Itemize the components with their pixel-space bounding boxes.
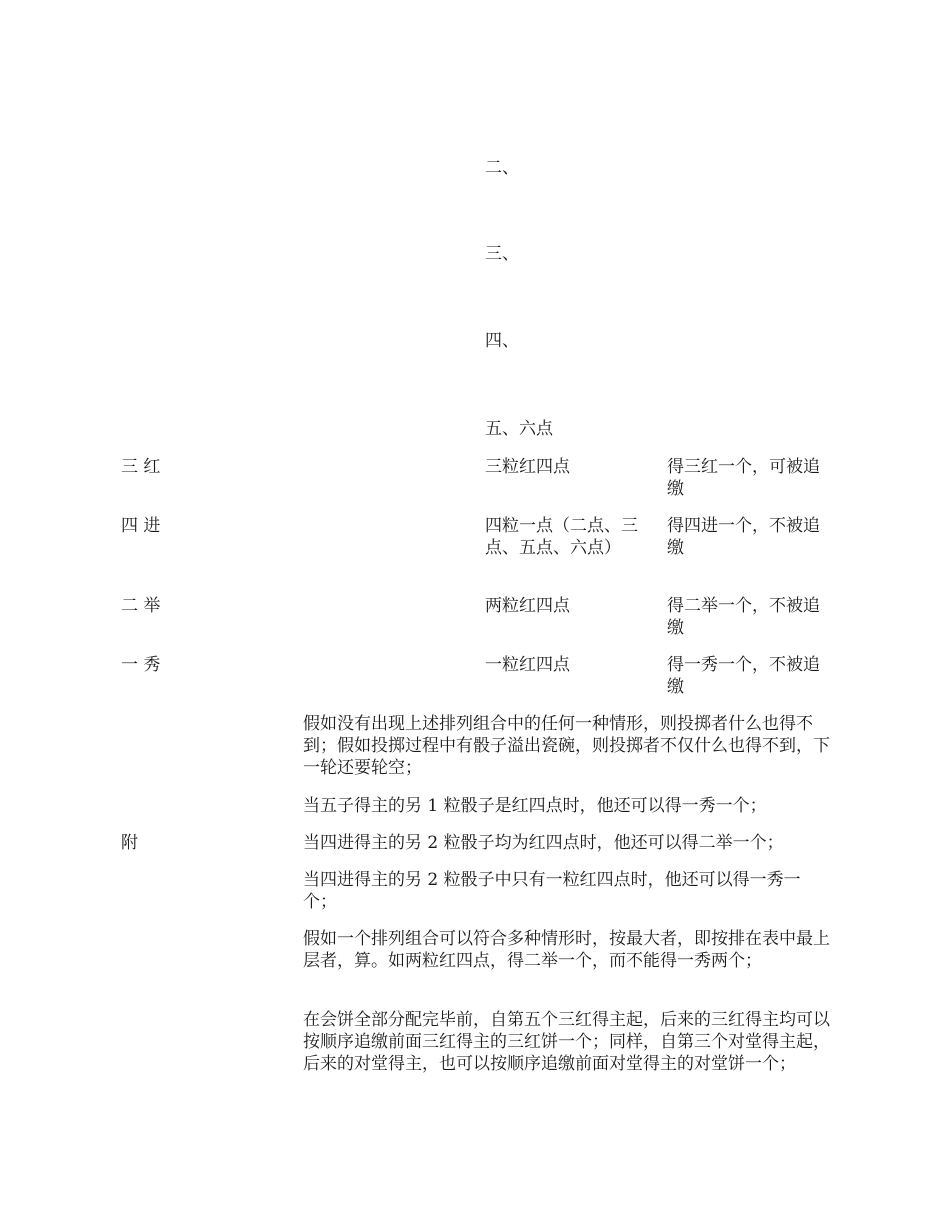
row-result-yixiu: 得一秀一个，不被追缴: [667, 655, 820, 697]
note-paragraph: 在会饼全部分配完毕前，自第五个三红得主起，后来的三红得主均可以按顺序追缴前面三红得主的三红饼一个；同样，自第三个对堂得主起，后来的对堂得主，也可以按顺序追缴前面对堂得主的对堂饼一个；: [303, 1010, 830, 1074]
item-number-3: 三、: [485, 244, 519, 264]
row-name-yixiu: 一 秀: [121, 655, 161, 675]
note-paragraph: 当五子得主的另 1 粒骰子是红四点时，他还可以得一秀一个；: [303, 796, 767, 816]
note-paragraph: 假如没有出现上述排列组合中的任何一种情形，则投掷者什么也得不到；假如投掷过程中有骰子溢出瓷碗，则投掷者不仅什么也得不到，下一轮还要轮空；: [303, 714, 830, 778]
appendix-label: 附: [121, 833, 138, 853]
row-result-sijin: 得四进一个，不被追缴: [667, 516, 820, 558]
row-condition-sijin: 四粒一点（二点、三点、五点、六点）: [485, 516, 638, 558]
row-condition-erju: 两粒红四点: [485, 596, 570, 616]
note-paragraph: 当四进得主的另 2 粒骰子中只有一粒红四点时，他还可以得一秀一个；: [303, 870, 801, 912]
note-paragraph: 假如一个排列组合可以符合多种情形时，按最大者，即按排在表中最上层者，算。如两粒红四点，得二举一个，而不能得一秀两个；: [303, 929, 830, 971]
row-condition-yixiu: 一粒红四点: [485, 655, 570, 675]
row-name-sijin: 四 进: [121, 516, 161, 536]
row-name-erju: 二 举: [121, 596, 161, 616]
row-condition-sanhong: 三粒红四点: [485, 457, 570, 477]
note-paragraph: 当四进得主的另 2 粒骰子均为红四点时，他还可以得二举一个；: [303, 833, 784, 853]
row-result-sanhong: 得三红一个，可被追缴: [667, 457, 820, 499]
item-number-4: 四、: [485, 331, 519, 351]
row-result-erju: 得二举一个，不被追缴: [667, 596, 820, 638]
row-name-sanhong: 三 红: [121, 457, 161, 477]
item-number-2: 二、: [485, 158, 519, 178]
item-number-5: 五、六点: [485, 419, 553, 439]
